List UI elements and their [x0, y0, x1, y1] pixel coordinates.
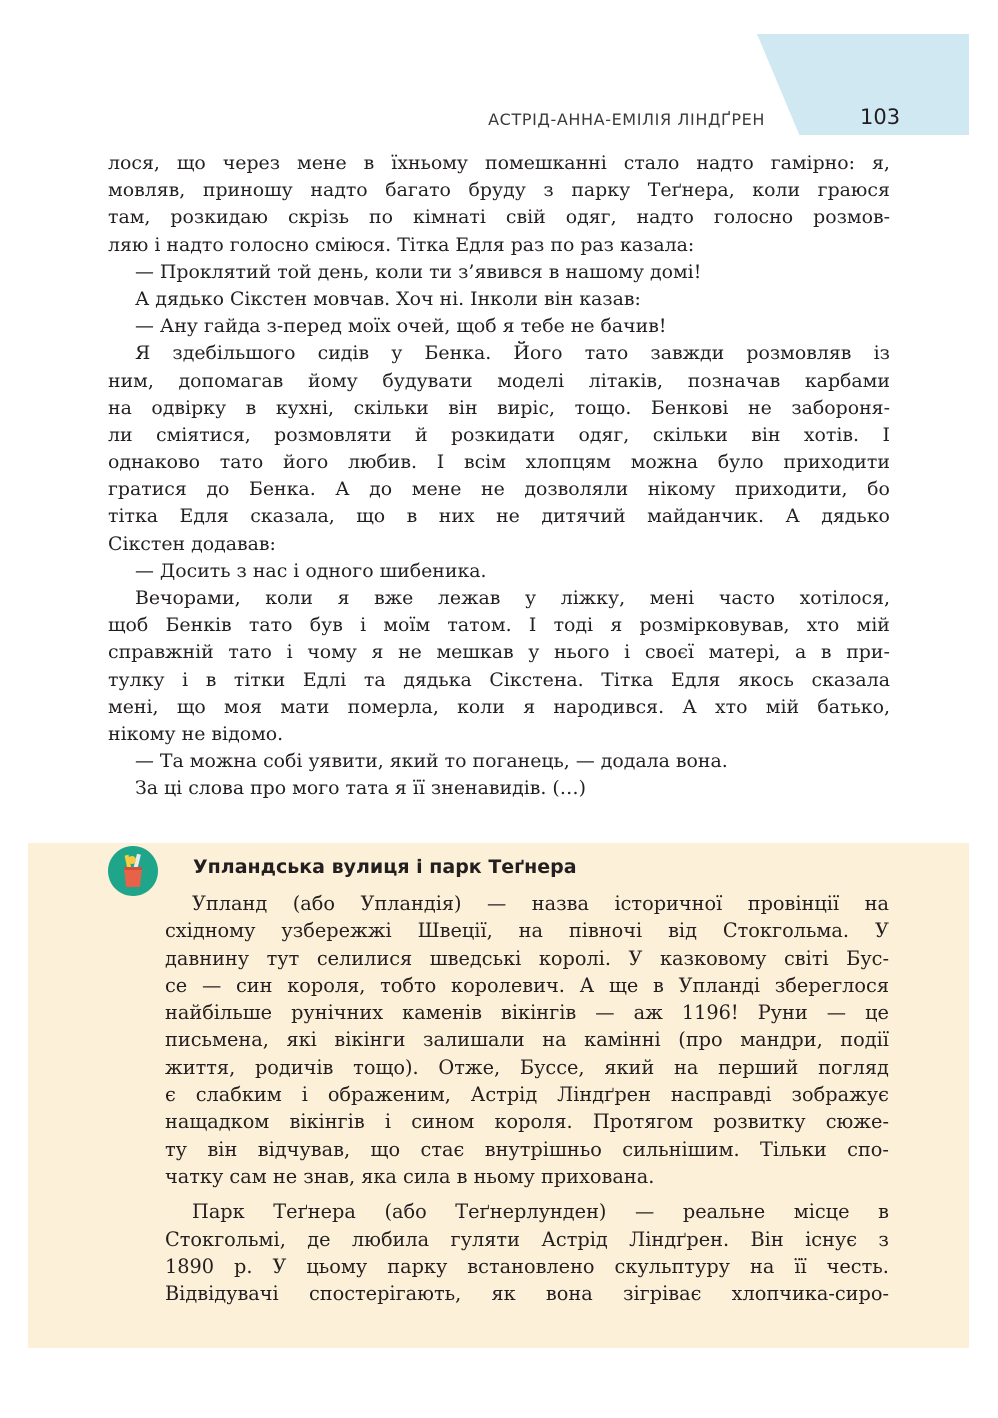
story-line: Вечорами, коли я вже лежав у ліжку, мені часто хотілося, — [135, 587, 890, 609]
story-line: щоб Бенків тато був і моїм татом. І тоді я розмірковував, хто мій — [108, 614, 890, 637]
sidebar-text — [165, 890, 889, 1307]
sidebar-line: нащадком вікінгів і сином короля. Протягом розвитку сюже- — [165, 1110, 889, 1134]
sidebar-line: Парк Теґнера (або Теґнерлунден) — реальне місце в — [192, 1200, 889, 1224]
story-text — [108, 150, 890, 803]
story-line: — Проклятий той день, коли ти з’явився в нашому домі! — [135, 260, 702, 283]
story-line: мені, що моя мати померла, коли я народився. А хто мій батько, — [108, 695, 890, 718]
story-line: — Та можна собі уявити, який то поганець, — додала вона. — [135, 750, 728, 773]
story-line: тулку і в тітки Едлі та дядька Сікстена. Тітка Едля якось сказала — [108, 668, 890, 691]
sidebar-line: є слабким і ображеним, Астрід Ліндґрен насправді зображує — [165, 1083, 889, 1107]
story-line: ним, допомагав йому будувати моделі літаків, позначав карбами — [108, 369, 890, 392]
story-line: Я здебільшого сидів у Бенка. Його тато завжди розмовляв із — [135, 342, 890, 365]
story-line: ли сміятися, розмовляти й розкидати одяг, скільки він хотів. І — [108, 423, 890, 446]
sidebar-line: се — син короля, тобто королевич. А ще в Упланді збереглося — [165, 973, 889, 997]
story-line: тітка Едля сказала, що в них не дитячий майданчик. А дядько — [108, 505, 890, 528]
story-line: А дядько Сікстен мовчав. Хоч ні. Інколи він казав: — [135, 287, 641, 310]
sidebar-line: східному узбережжі Швеції, на півночі від Стокгольма. У — [165, 919, 889, 943]
sidebar-line: ту він відчував, що стає внутрішньо сильнішим. Тільки спо- — [165, 1137, 889, 1161]
story-line: гратися до Бенка. А до мене не дозволяли нікому приходити, бо — [108, 478, 890, 501]
sidebar-line: давнину тут селилися шведські королі. У казковому світі Бус- — [165, 946, 889, 970]
story-line: однаково тато його любив. І всім хлопцям можна було приходити — [108, 451, 890, 474]
story-line: там, розкидаю скрізь по кімнаті свій одяг, надто голосно розмов- — [108, 206, 890, 229]
story-line: нікому не відомо. — [108, 722, 284, 745]
sidebar-line: Відвідувачі спостерігають, як вона зігріває хлопчика-сиро- — [165, 1282, 889, 1306]
pencil-cup-icon — [108, 846, 158, 896]
page-number: 103 — [860, 105, 901, 129]
story-line: Сікстен додавав: — [108, 532, 276, 555]
story-line: — Досить з нас і одного шибеника. — [135, 559, 487, 582]
story-line: лося, що через мене в їхньому помешканні стало надто гамірно: я, — [108, 152, 890, 174]
story-line: — Ану гайда з-перед моїх очей, щоб я тебе не бачив! — [135, 315, 667, 338]
sidebar-line: Стокгольмі, де любила гуляти Астрід Ліндґрен. Він існує з — [165, 1227, 889, 1251]
sidebar-line: чатку сам не знав, яка сила в ньому прихована. — [165, 1164, 655, 1188]
story-line: ляю і надто голосно сміюся. Тітка Едля раз по раз казала: — [108, 233, 695, 256]
story-line: За ці слова про мого тата я її зненавидів. (…) — [135, 777, 587, 800]
running-title: АСТРІД-АННА-ЕМІЛІЯ ЛІНДҐРЕН — [488, 110, 765, 129]
story-line: мовляв, приношу надто багато бруду з парку Теґнера, коли граюся — [108, 179, 890, 202]
story-line: справжній тато і чому я не мешкав у нього і своєї матері, а в при- — [108, 641, 890, 664]
sidebar-line: письмена, які вікінги залишали на камінні (про мандри, події — [165, 1028, 889, 1052]
story-line: на одвірку в кухні, скільки він виріс, тощо. Бенкові не забороня- — [108, 396, 890, 419]
sidebar-title: Упландська вулиця і парк Теґнера — [193, 856, 577, 878]
sidebar-line: Упланд (або Упландія) — назва історичної провінції на — [192, 892, 889, 915]
sidebar-line: життя, родичів тощо). Отже, Буссе, який на перший погляд — [165, 1055, 889, 1079]
sidebar-line: найбільше рунічних каменів вікінгів — аж 1196! Руни — це — [165, 1001, 889, 1025]
sidebar-line: 1890 р. У цьому парку встановлено скульптуру на її честь. — [165, 1254, 889, 1278]
